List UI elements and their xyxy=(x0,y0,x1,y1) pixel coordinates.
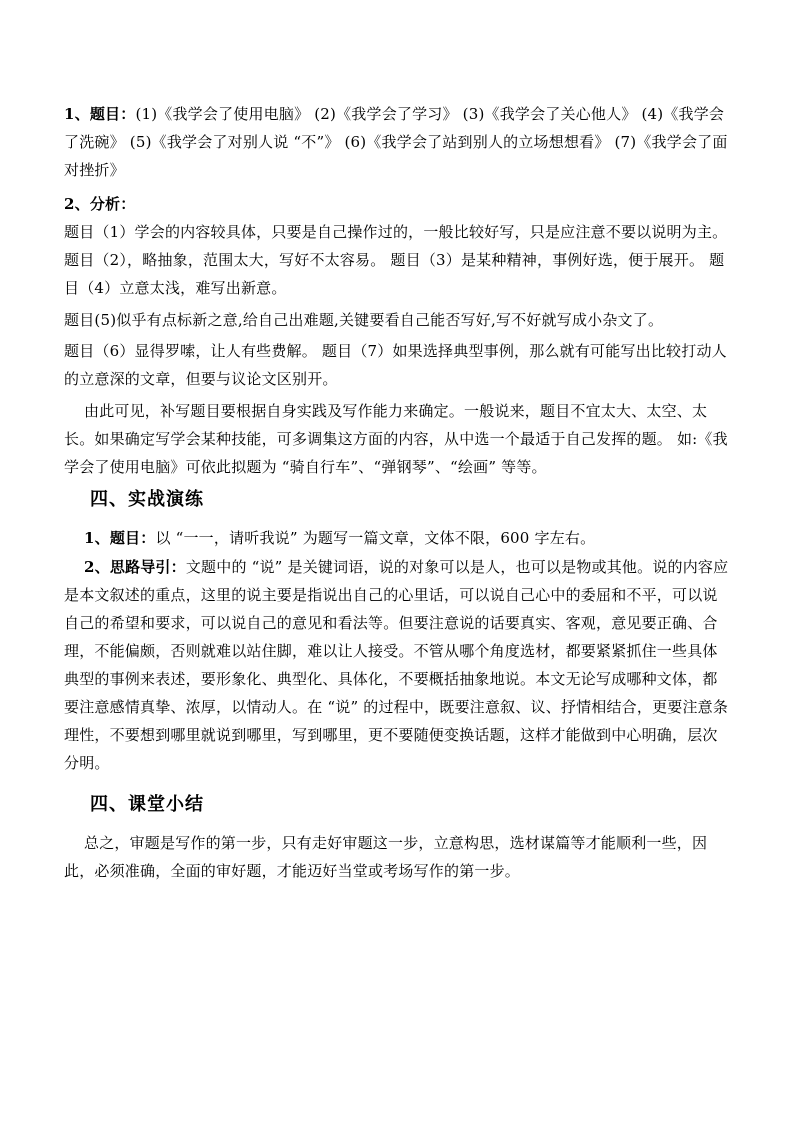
practice-heading: 四、实战演练 xyxy=(90,489,204,510)
task-paragraph xyxy=(64,524,732,552)
conclusion-paragraph: 由此可见，补写题目要根据自身实践及写作能力来确定。一般说来，题目不宜太大、太空、太长。如果确定写学会某种技能，可多调集这方面的内容，从中选一个最适于自己发挥的题。 如:《我学会了使用电脑》可依此拟题为 “骑自行车”、“弹钢琴”、“绘画” 等等。 xyxy=(64,402,728,476)
summary-paragraph: 总之，审题是写作的第一步，只有走好审题这一步，立意构思，选材谋篇等才能顺利一些，因此，必须准确，全面的审好题，才能迈好当堂或考场写作的第一步。 xyxy=(64,834,708,880)
analysis-paragraph-2: 题目(5)似乎有点标新之意,给自己出难题,关键要看自己能否写好,写不好就写成小杂文了。 xyxy=(64,311,664,329)
guide-text: 文题中的 “说” 是关键词语，说的对象可以是人，也可以是物或其他。说的内容应是本文叙述的重点，这里的说主要是指说出自己的心里话，可以说自己心中的委屈和不平，可以说自己的希望和要求，可以说自己的意见和看法等。但要注意说的话要真实、客观，意见要正确、合理，不能偏颇，否则就难以站住脚，难以让人接受。不管从哪个角度选材，都要紧紧抓住一些具体典型的事例来表述，要形象化、典型化、具体化，不要概括抽象地说。本文无论写成哪种文体，都要注意感情真挚、浓厚，以情动人。在 “说” 的过程中，既要注意叙、议、抒情相结合，更要注意条理性，不要想到哪里就说到哪里，写到哪里，更不要随便变换话题，这样才能做到中心明确，层次分明。 xyxy=(64,558,729,772)
analysis-paragraph-1: 题目（1）学会的内容较具体，只要是自己操作过的，一般比较好写，只是应注意不要以说明为主。题目（2），略抽象，范围太大，写好不太容易。 题目（3）是某种精神，事例好选，便于展开。 题目（4）立意太浅，难写出新意。 xyxy=(64,223,728,297)
summary-heading: 四、课堂小结 xyxy=(90,794,204,815)
topics-label: 1、题目： xyxy=(64,105,136,123)
topics-paragraph xyxy=(64,100,732,184)
analysis-paragraph-3: 题目（6）显得罗嗦，让人有些费解。 题目（7）如果选择典型事例，那么就有可能写出比较打动人的立意深的文章，但要与议论文区别开。 xyxy=(64,342,727,388)
analysis-label: 2、分析： xyxy=(64,195,136,213)
task-label: 1、题目： xyxy=(84,529,156,547)
topics-text: (1)《我学会了使用电脑》 (2)《我学会了学习》 (3)《我学会了关心他人》 (4)《我学会了洗碗》 (5)《我学会了对别人说 “不”》 (6)《我学会了站到别人的立场想想看》 (7)《我学会了面对挫折》 xyxy=(64,105,728,179)
task-text: 以 “一一，请听我说” 为题写一篇文章，文体不限，600 字左右。 xyxy=(155,529,596,547)
guide-label: 2、思路导引： xyxy=(84,558,186,576)
guide-paragraph xyxy=(64,553,732,777)
